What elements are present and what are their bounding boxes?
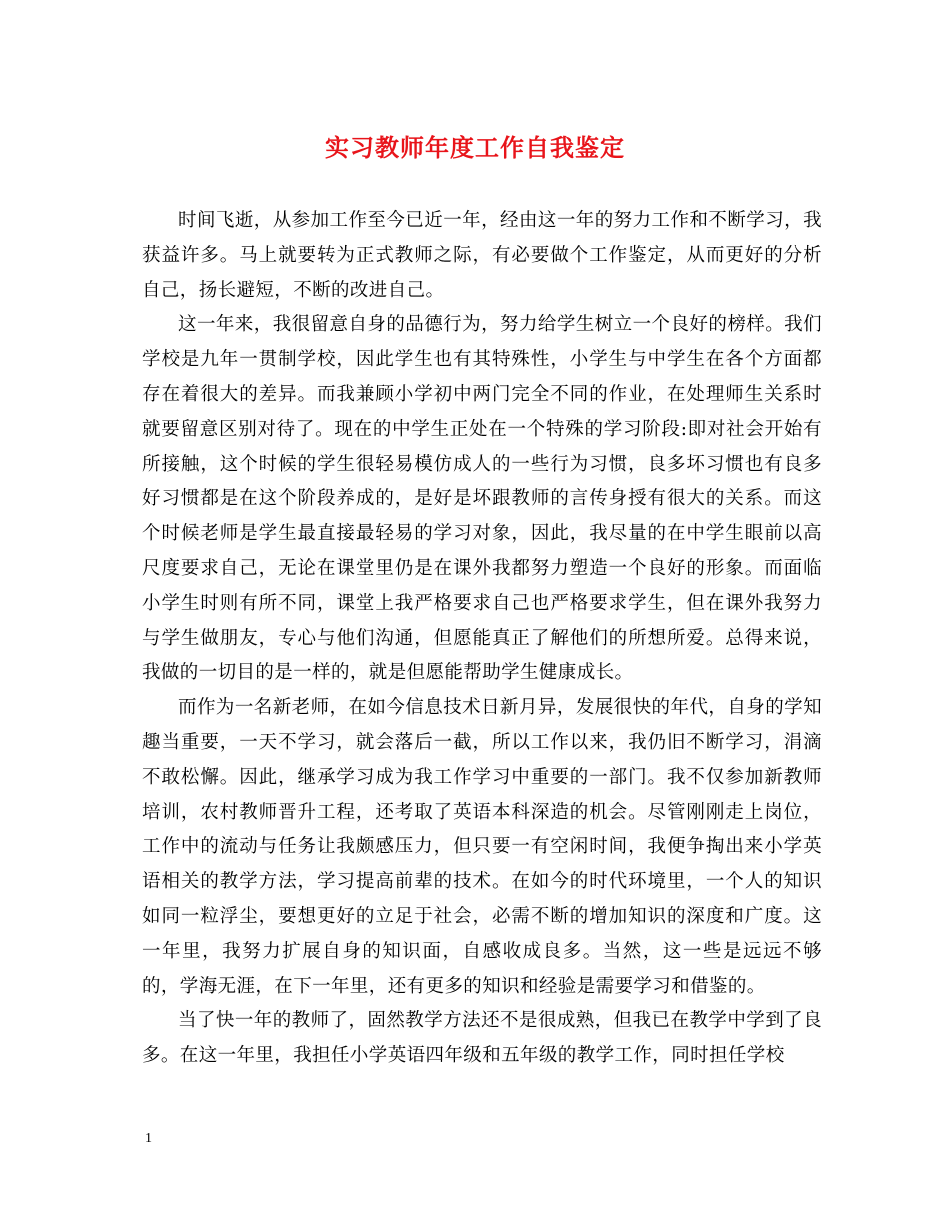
document-title: 实习教师年度工作自我鉴定 [325,133,625,162]
paragraph-4: 当了快一年的教师了，固然教学方法还不是很成熟，但我已在教学中学到了良多。在这一年里，我担任小学英语四年级和五年级的教学工作，同时担任学校 [142,1010,822,1067]
paragraph-3: 而作为一名新老师，在如今信息技术日新月异，发展很快的年代，自身的学知趣当重要，一天不学习，就会落后一截，所以工作以来，我仍旧不断学习，涓滴不敢松懈。因此，继承学习成为我工作学习中重要的一部门。我不仅参加新教师培训，农村教师晋升工程，还考取了英语本科深造的机会。尽管刚刚走上岗位，工作中的流动与任务让我颇感压力，但只要一有空闲时间，我便争掏出来小学英语相关的教学方法，学习提高前辈的技术。在如今的时代环境里，一个人的知识如同一粒浮尘，要想更好的立足于社会，必需不断的增加知识的深度和广度。这一年里，我努力扩展自身的知识面，自感收成良多。当然，这一些是远远不够的，学海无涯，在下一年里，还有更多的知识和经验是需要学习和借鉴的。 [142,697,822,997]
document-body [142,204,822,1074]
paragraph-2: 这一年来，我很留意自身的品德行为，努力给学生树立一个良好的榜样。我们学校是九年一贯制学校，因此学生也有其特殊性，小学生与中学生在各个方面都存在着很大的差异。而我兼顾小学初中两门完全不同的作业，在处理师生关系时就要留意区别对待了。现在的中学生正处在一个特殊的学习阶段:即对社会开始有所接触，这个时候的学生很轻易模仿成人的一些行为习惯，良多坏习惯也有良多好习惯都是在这个阶段养成的，是好是坏跟教师的言传身授有很大的关系。而这个时候老师是学生最直接最轻易的学习对象，因此，我尽量的在中学生眼前以高尺度要求自己，无论在课堂里仍是在课外我都努力塑造一个良好的形象。而面临小学生时则有所不同，课堂上我严格要求自己也严格要求学生，但在课外我努力与学生做朋友，专心与他们沟通，但愿能真正了解他们的所想所爱。总得来说，我做的一切目的是一样的，就是但愿能帮助学生健康成长。 [142,314,822,684]
paragraph-1: 时间飞逝，从参加工作至今已近一年，经由这一年的努力工作和不断学习，我获益许多。马上就要转为正式教师之际，有必要做个工作鉴定，从而更好的分析自己，扬长避短，不断的改进自己。 [142,210,822,301]
page-number: 1 [145,1131,152,1146]
